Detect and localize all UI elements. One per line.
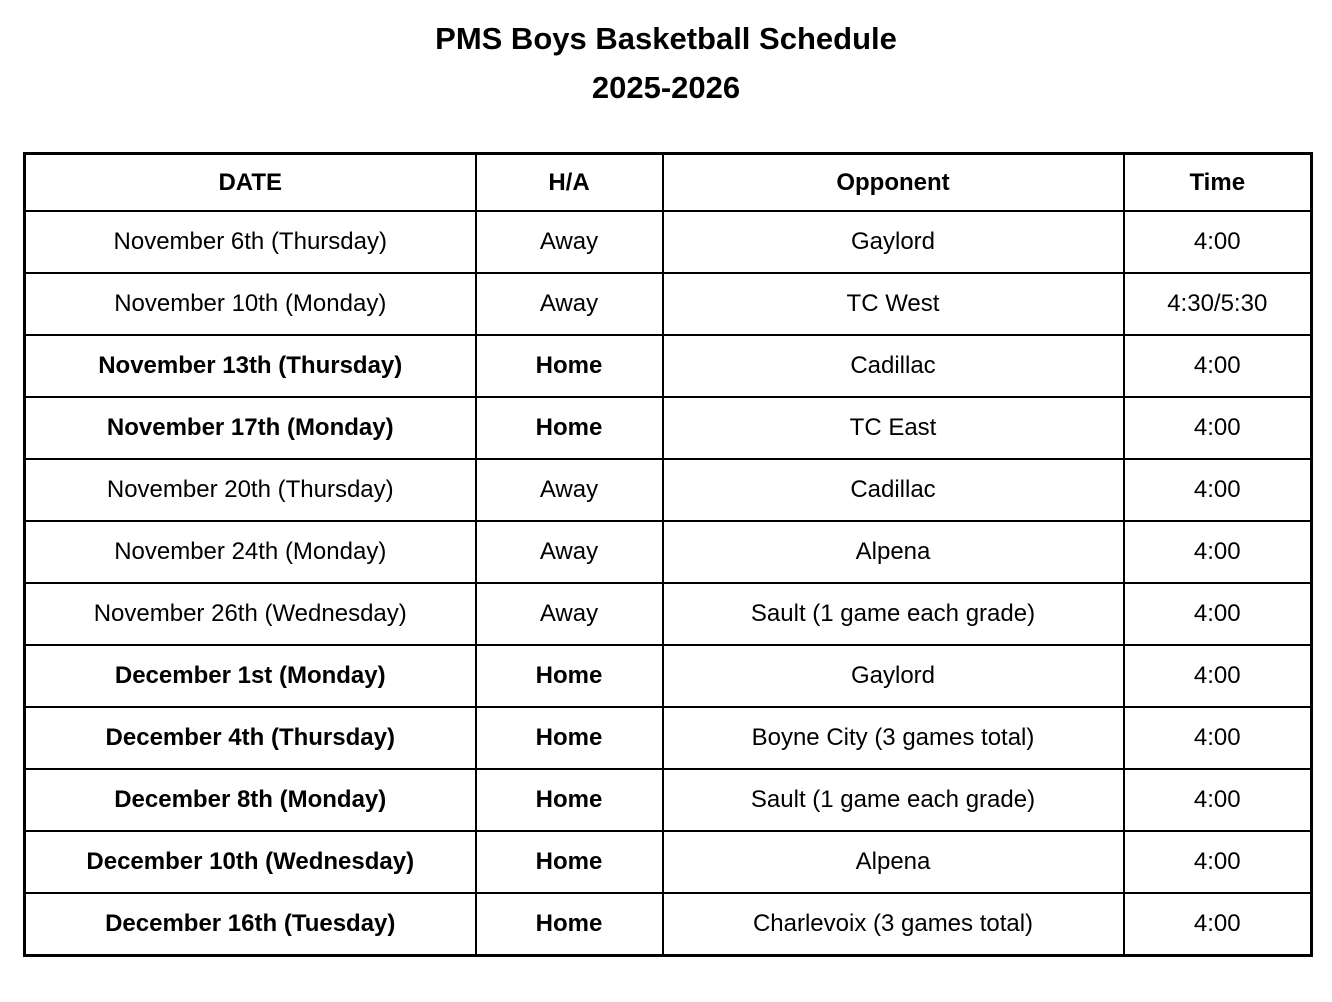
home-away-cell: Away [476,211,663,273]
date-cell: November 10th (Monday) [25,273,476,335]
home-away-cell: Home [476,707,663,769]
date-cell: December 4th (Thursday) [25,707,476,769]
home-away-cell: Home [476,397,663,459]
opponent-cell: Alpena [663,521,1124,583]
time-cell: 4:00 [1124,335,1312,397]
time-cell: 4:00 [1124,583,1312,645]
document-title [0,14,1332,112]
time-cell: 4:00 [1124,397,1312,459]
schedule-table [23,152,1313,957]
time-cell: 4:30/5:30 [1124,273,1312,335]
table-row [25,645,1312,707]
home-away-cell: Home [476,769,663,831]
column-header-opponent: Opponent [663,154,1124,212]
home-away-cell: Away [476,459,663,521]
date-cell: November 20th (Thursday) [25,459,476,521]
table-row [25,273,1312,335]
date-cell: November 17th (Monday) [25,397,476,459]
date-cell: December 8th (Monday) [25,769,476,831]
column-header-time: Time [1124,154,1312,212]
home-away-cell: Home [476,831,663,893]
date-cell: December 1st (Monday) [25,645,476,707]
time-cell: 4:00 [1124,893,1312,956]
opponent-cell: Alpena [663,831,1124,893]
time-cell: 4:00 [1124,769,1312,831]
schedule-table-body [25,211,1312,956]
opponent-cell: Charlevoix (3 games total) [663,893,1124,956]
time-cell: 4:00 [1124,645,1312,707]
date-cell: December 16th (Tuesday) [25,893,476,956]
table-row [25,769,1312,831]
date-cell: November 6th (Thursday) [25,211,476,273]
time-cell: 4:00 [1124,211,1312,273]
header-row [25,154,1312,212]
time-cell: 4:00 [1124,707,1312,769]
time-cell: 4:00 [1124,459,1312,521]
opponent-cell: TC East [663,397,1124,459]
schedule-table-header [25,154,1312,212]
date-cell: November 26th (Wednesday) [25,583,476,645]
date-cell: November 13th (Thursday) [25,335,476,397]
table-row [25,459,1312,521]
column-header-home-away: H/A [476,154,663,212]
opponent-cell: Cadillac [663,335,1124,397]
home-away-cell: Home [476,335,663,397]
table-row [25,707,1312,769]
home-away-cell: Away [476,583,663,645]
table-row [25,397,1312,459]
opponent-cell: Gaylord [663,645,1124,707]
opponent-cell: Boyne City (3 games total) [663,707,1124,769]
home-away-cell: Home [476,893,663,956]
table-row [25,521,1312,583]
home-away-cell: Home [476,645,663,707]
table-row [25,893,1312,956]
date-cell: December 10th (Wednesday) [25,831,476,893]
opponent-cell: Sault (1 game each grade) [663,769,1124,831]
column-header-date: DATE [25,154,476,212]
home-away-cell: Away [476,521,663,583]
date-cell: November 24th (Monday) [25,521,476,583]
table-row [25,335,1312,397]
time-cell: 4:00 [1124,521,1312,583]
opponent-cell: TC West [663,273,1124,335]
opponent-cell: Cadillac [663,459,1124,521]
table-row [25,211,1312,273]
home-away-cell: Away [476,273,663,335]
title-line-2: 2025-2026 [591,70,741,105]
time-cell: 4:00 [1124,831,1312,893]
title-line-1: PMS Boys Basketball Schedule [435,21,897,56]
table-row [25,583,1312,645]
table-row [25,831,1312,893]
opponent-cell: Gaylord [663,211,1124,273]
opponent-cell: Sault (1 game each grade) [663,583,1124,645]
